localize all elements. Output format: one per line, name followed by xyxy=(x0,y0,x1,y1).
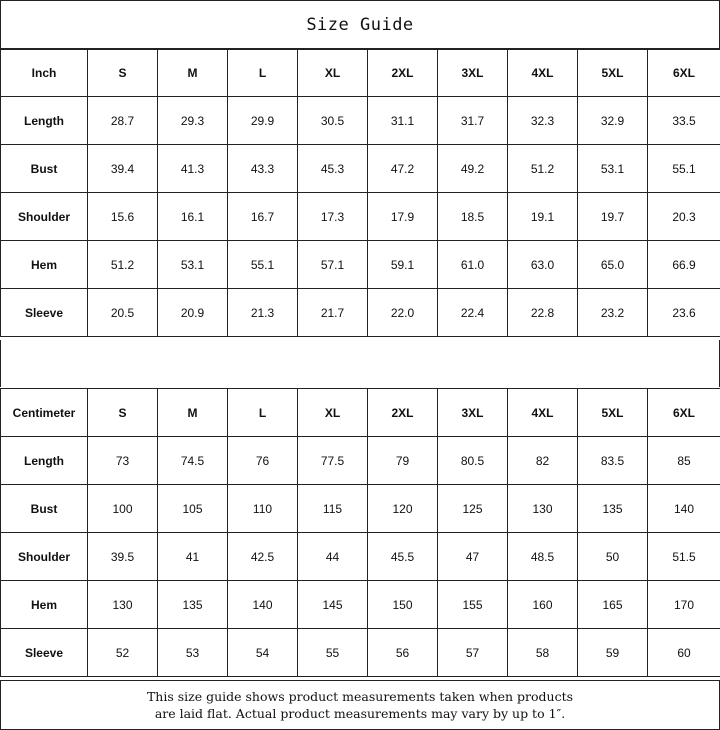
measurement-value: 53 xyxy=(158,629,228,677)
size-header: 4XL xyxy=(508,389,578,437)
measurement-value: 39.5 xyxy=(88,533,158,581)
measurement-value: 83.5 xyxy=(578,437,648,485)
measurement-value: 56 xyxy=(368,629,438,677)
page-title: Size Guide xyxy=(0,0,720,50)
measurement-value: 49.2 xyxy=(438,145,508,193)
measurement-value: 31.1 xyxy=(368,97,438,145)
measurement-value: 80.5 xyxy=(438,437,508,485)
measurement-value: 51.2 xyxy=(508,145,578,193)
measurement-value: 66.9 xyxy=(648,241,720,289)
measurement-label: Hem xyxy=(1,581,88,629)
size-header: M xyxy=(158,49,228,97)
measurement-value: 19.1 xyxy=(508,193,578,241)
measurement-value: 79 xyxy=(368,437,438,485)
table-row xyxy=(1,289,720,337)
measurement-value: 110 xyxy=(228,485,298,533)
measurement-value: 59 xyxy=(578,629,648,677)
size-header: L xyxy=(228,49,298,97)
table-row xyxy=(1,145,720,193)
measurement-label: Sleeve xyxy=(1,629,88,677)
measurement-value: 41.3 xyxy=(158,145,228,193)
measurement-value: 82 xyxy=(508,437,578,485)
measurement-value: 155 xyxy=(438,581,508,629)
measurement-value: 160 xyxy=(508,581,578,629)
measurement-value: 31.7 xyxy=(438,97,508,145)
size-header: XL xyxy=(298,389,368,437)
inch-size-table xyxy=(0,48,720,337)
measurement-value: 16.1 xyxy=(158,193,228,241)
measurement-value: 51.5 xyxy=(648,533,720,581)
table-row xyxy=(1,437,720,485)
measurement-value: 39.4 xyxy=(88,145,158,193)
measurement-value: 135 xyxy=(158,581,228,629)
measurement-label: Shoulder xyxy=(1,533,88,581)
measurement-value: 63.0 xyxy=(508,241,578,289)
table-row xyxy=(1,485,720,533)
measurement-value: 41 xyxy=(158,533,228,581)
measurement-value: 135 xyxy=(578,485,648,533)
measurement-value: 53.1 xyxy=(158,241,228,289)
measurement-label: Shoulder xyxy=(1,193,88,241)
measurement-value: 45.3 xyxy=(298,145,368,193)
unit-label: Inch xyxy=(1,49,88,97)
unit-label: Centimeter xyxy=(1,389,88,437)
table-row xyxy=(1,581,720,629)
measurement-value: 170 xyxy=(648,581,720,629)
measurement-value: 19.7 xyxy=(578,193,648,241)
measurement-value: 32.9 xyxy=(578,97,648,145)
measurement-value: 22.4 xyxy=(438,289,508,337)
measurement-value: 125 xyxy=(438,485,508,533)
measurement-value: 52 xyxy=(88,629,158,677)
measurement-value: 15.6 xyxy=(88,193,158,241)
measurement-value: 21.7 xyxy=(298,289,368,337)
measurement-value: 44 xyxy=(298,533,368,581)
measurement-value: 85 xyxy=(648,437,720,485)
size-header: 2XL xyxy=(368,389,438,437)
measurement-label: Bust xyxy=(1,485,88,533)
note-line-2: are laid flat. Actual product measurements may vary by up to 1″. xyxy=(154,706,566,721)
header-row xyxy=(1,389,720,437)
measurement-value: 45.5 xyxy=(368,533,438,581)
size-header: L xyxy=(228,389,298,437)
measurement-value: 28.7 xyxy=(88,97,158,145)
measurement-value: 23.6 xyxy=(648,289,720,337)
measurement-value: 30.5 xyxy=(298,97,368,145)
measurement-value: 20.5 xyxy=(88,289,158,337)
measurement-value: 20.9 xyxy=(158,289,228,337)
measurement-value: 33.5 xyxy=(648,97,720,145)
measurement-value: 51.2 xyxy=(88,241,158,289)
measurement-value: 55.1 xyxy=(648,145,720,193)
header-row xyxy=(1,49,720,97)
size-header: 6XL xyxy=(648,49,720,97)
table-row xyxy=(1,533,720,581)
measurement-value: 43.3 xyxy=(228,145,298,193)
measurement-value: 20.3 xyxy=(648,193,720,241)
size-header: S xyxy=(88,49,158,97)
measurement-value: 23.2 xyxy=(578,289,648,337)
measurement-value: 48.5 xyxy=(508,533,578,581)
measurement-label: Length xyxy=(1,437,88,485)
measurement-value: 150 xyxy=(368,581,438,629)
size-header: 5XL xyxy=(578,49,648,97)
measurement-value: 130 xyxy=(508,485,578,533)
measurement-value: 29.3 xyxy=(158,97,228,145)
measurement-value: 16.7 xyxy=(228,193,298,241)
measurement-note xyxy=(0,680,720,730)
measurement-value: 130 xyxy=(88,581,158,629)
size-header: 6XL xyxy=(648,389,720,437)
measurement-value: 32.3 xyxy=(508,97,578,145)
measurement-label: Sleeve xyxy=(1,289,88,337)
measurement-value: 55 xyxy=(298,629,368,677)
measurement-value: 165 xyxy=(578,581,648,629)
measurement-value: 65.0 xyxy=(578,241,648,289)
measurement-value: 21.3 xyxy=(228,289,298,337)
measurement-value: 47 xyxy=(438,533,508,581)
measurement-label: Length xyxy=(1,97,88,145)
measurement-value: 105 xyxy=(158,485,228,533)
measurement-value: 120 xyxy=(368,485,438,533)
table-spacer xyxy=(0,340,720,387)
measurement-value: 145 xyxy=(298,581,368,629)
measurement-value: 73 xyxy=(88,437,158,485)
size-header: XL xyxy=(298,49,368,97)
size-header: 5XL xyxy=(578,389,648,437)
measurement-value: 47.2 xyxy=(368,145,438,193)
table-row xyxy=(1,193,720,241)
measurement-value: 53.1 xyxy=(578,145,648,193)
measurement-value: 76 xyxy=(228,437,298,485)
note-line-1: This size guide shows product measurements taken when products xyxy=(146,689,574,704)
measurement-value: 57.1 xyxy=(298,241,368,289)
measurement-value: 59.1 xyxy=(368,241,438,289)
table-row xyxy=(1,629,720,677)
measurement-value: 22.0 xyxy=(368,289,438,337)
measurement-value: 55.1 xyxy=(228,241,298,289)
measurement-label: Bust xyxy=(1,145,88,193)
measurement-value: 61.0 xyxy=(438,241,508,289)
measurement-value: 140 xyxy=(228,581,298,629)
size-header: 4XL xyxy=(508,49,578,97)
measurement-value: 22.8 xyxy=(508,289,578,337)
measurement-value: 29.9 xyxy=(228,97,298,145)
size-header: M xyxy=(158,389,228,437)
measurement-value: 58 xyxy=(508,629,578,677)
table-row xyxy=(1,97,720,145)
size-header: 3XL xyxy=(438,389,508,437)
measurement-value: 17.9 xyxy=(368,193,438,241)
measurement-value: 17.3 xyxy=(298,193,368,241)
measurement-value: 18.5 xyxy=(438,193,508,241)
size-header: S xyxy=(88,389,158,437)
measurement-label: Hem xyxy=(1,241,88,289)
size-header: 2XL xyxy=(368,49,438,97)
measurement-value: 77.5 xyxy=(298,437,368,485)
measurement-value: 50 xyxy=(578,533,648,581)
measurement-value: 60 xyxy=(648,629,720,677)
measurement-value: 115 xyxy=(298,485,368,533)
measurement-value: 74.5 xyxy=(158,437,228,485)
measurement-value: 57 xyxy=(438,629,508,677)
measurement-value: 42.5 xyxy=(228,533,298,581)
table-row xyxy=(1,241,720,289)
measurement-value: 140 xyxy=(648,485,720,533)
measurement-value: 100 xyxy=(88,485,158,533)
size-header: 3XL xyxy=(438,49,508,97)
measurement-value: 54 xyxy=(228,629,298,677)
centimeter-size-table xyxy=(0,388,720,677)
